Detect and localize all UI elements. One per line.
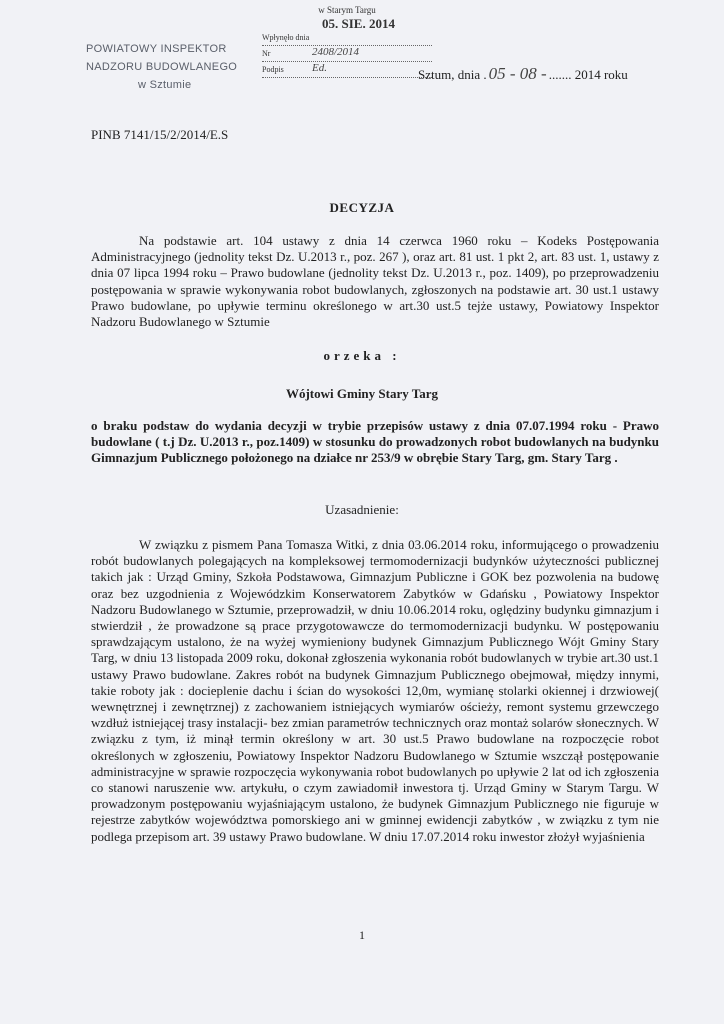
place-and-date — [418, 64, 628, 84]
document-title: DECYZJA — [329, 200, 395, 215]
reasoning-heading: Uzasadnienie: — [325, 502, 399, 517]
decision-text: o braku podstaw do wydania decyzji w trybie przepisów ustawy z dnia 07.07.1994 roku - Prawo budowlane ( t.j Dz. U.2013 r., poz.1409) w stosunku do prowadzonych robot budowlanych na budynku Gimnazjum Publicznego położonego na działce nr 253/9 w obrębie Stary Targ, gm. Stary Targ . — [91, 418, 659, 466]
sender-header — [86, 40, 276, 94]
stamp-number-label: Nr — [262, 49, 271, 58]
page-number: 1 — [359, 928, 365, 942]
handwritten-date: 05 - 08 - — [488, 64, 547, 83]
reasoning-paragraph: W związku z pismem Pana Tomasza Witki, z dnia 03.06.2014 roku, informującego o prowadzeniu robót budowlanych polegających na kompleksowej termomodernizacji budynków użyteczności publicznej takich jak : Urząd Gminy, Szkoła Podstawowa, Gimnazjum Publiczne i GOK bez pozwolenia na budowę oraz bez uzgodnienia z Wojewódzkim Konserwatorem Zabytków w Gdańsku , Powiatowy Inspektor Nadzoru Budowlanego w Sztumie, przeprowadził, w dniu 10.06.2014 roku, oględziny budynku gimnazjum i stwierdził , że prowadzone są prace przygotowawcze do termomodernizacji budynku. W postępowaniu sprawdzającym ustalono, że na wyżej wymieniony budynek Gimnazjum Publicznego Wójt Gminy Stary Targ, w dniu 13 listopada 2009 roku, dokonał zgłoszenia wykonania robót budowlanych w trybie art.30 ust.1 ustawy Prawo budowlane. Zakres robót na budynek Gimnazjum Publicznego obejmował, między innymi, takie roboty jak : docieplenie dachu i ścian do wysokości 12,0m, wymianę stolarki okiennej i drzwiowej( wewnętrznej i zewnętrznej) z zachowaniem istniejących wymiarów ościeży, remont systemu grzewczego wzdłuż istniejącej trasy instalacji- bez zmian parametrów technicznych oraz montaż solarów słonecznych. W związku z tym, iż minął termin określony w art. 30 ust.5 Prawo budowlane na rozpoczęcie robot określonych w zgłoszeniu, Powiatowy Inspektor Nadzoru Budowlanego w Sztumie wszczął postępowanie administracyjne w sprawie rozpoczęcia wykonywania robot budowlanych po upływie 2 lat od ich zgłoszenia co stanowi naruszenie ww. artykułu, o czym zawiadomił inwestora tj. Urząd Gminy w Starym Targu. W prowadzonym postępowaniu wyjaśniającym ustalono, że budynek Gimnazjum Publicznego nie figuruje w rejestrze zabytków województwa pomorskiego ani w gminnej ewidencji zabytków , w związku z tym nie podlega przepisom art. 39 ustawy Prawo budowlane. W dniu 17.07.2014 roku inwestor złożył wyjaśnienia — [91, 537, 659, 844]
stamp-date: 05. SIE. 2014 — [322, 16, 395, 31]
ruling-heading: orzeka : — [323, 348, 401, 363]
received-stamp — [262, 2, 432, 78]
stamp-received-label: Wpłynęło dnia — [262, 33, 310, 42]
stamp-signature-label: Podpis — [262, 65, 284, 74]
sender-line-1: POWIATOWY INSPEKTOR — [86, 43, 227, 55]
stamp-signature-value: Ed. — [312, 62, 327, 74]
stamp-office: w Starym Targu — [318, 5, 376, 15]
stamp-row-number — [262, 46, 432, 62]
addressee: Wójtowi Gminy Stary Targ — [285, 386, 439, 401]
stamp-row-signature — [262, 62, 432, 78]
reference-number: PINB 7141/15/2/2014/E.S — [91, 127, 229, 142]
legal-basis-paragraph: Na podstawie art. 104 ustawy z dnia 14 czerwca 1960 roku – Kodeks Postępowania Administracyjnego (jednolity tekst Dz. U.2013 r., poz. 267 ), oraz art. 81 ust. 1 pkt 2, art. 83 ust. 1, ustawy z dnia 07 lipca 1994 roku – Prawo budowlane (jednolity tekst Dz. U.2013 r., poz. 1409), po przeprowadzeniu postępowania w sprawie wykonywania robot budowlanych, zgłoszonych na podstawie art. 30 ust.1 ustawy Prawo budowlane, po upływie terminu określonego w art.30 ust.5 tejże ustawy, Powiatowy Inspektor Nadzoru Budowlanego w Sztumie — [91, 233, 659, 330]
sender-line-3: w Sztumie — [138, 79, 192, 91]
stamp-number-value: 2408/2014 — [312, 46, 360, 58]
place-date-suffix: ....... 2014 roku — [548, 67, 628, 82]
place-date-prefix: Sztum, dnia . — [418, 67, 487, 82]
sender-line-2: NADZORU BUDOWLANEGO — [86, 61, 238, 73]
